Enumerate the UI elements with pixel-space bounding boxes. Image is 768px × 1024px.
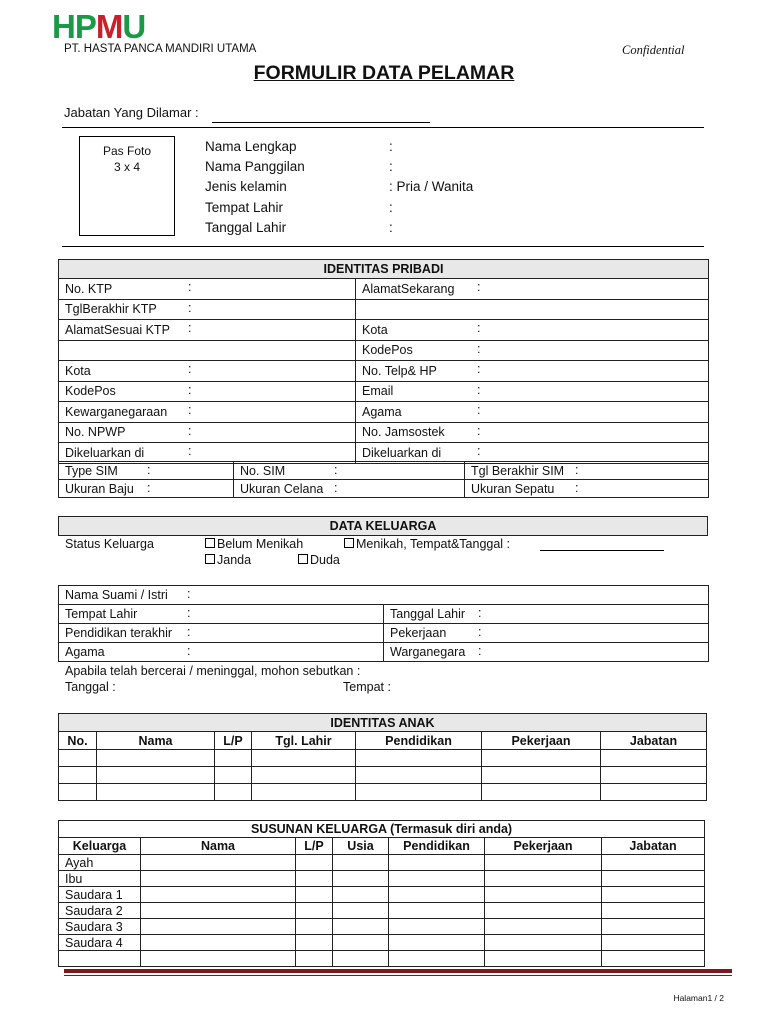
column-header: Jabatan [602, 838, 705, 855]
field-label: Email [362, 384, 394, 399]
jabatan-label: Jabatan Yang Dilamar : [64, 105, 199, 120]
table-cell[interactable] [602, 871, 705, 887]
jabatan-field-line[interactable] [212, 122, 430, 123]
form-cell[interactable] [356, 361, 709, 382]
table-cell[interactable] [485, 855, 602, 871]
field-label: AlamatSekarang [362, 281, 455, 296]
form-cell[interactable] [356, 340, 709, 361]
spouse-row [59, 643, 709, 662]
table-cell[interactable] [141, 935, 296, 951]
column-header: L/P [215, 732, 252, 750]
divider [62, 246, 704, 247]
table-cell[interactable] [356, 767, 482, 784]
table-cell[interactable] [389, 951, 485, 967]
column-header: Pendidikan [356, 732, 482, 750]
form-cell[interactable] [384, 605, 709, 624]
form-cell[interactable] [465, 480, 709, 498]
table-cell[interactable] [296, 903, 333, 919]
field-label: Tgl Berakhir SIM [471, 463, 565, 478]
section-title-susunan: SUSUNAN KELUARGA (Termasuk diri anda) [59, 821, 705, 838]
form-cell[interactable] [356, 299, 709, 320]
column-header: No. [59, 732, 97, 750]
field-colon: : [575, 481, 579, 495]
checkbox-icon[interactable] [205, 538, 215, 548]
row-label: Ayah [59, 855, 141, 871]
table-cell[interactable] [485, 935, 602, 951]
table-cell[interactable] [389, 855, 485, 871]
sim-row [59, 462, 709, 480]
table-cell[interactable] [333, 871, 389, 887]
column-header: Nama [97, 732, 215, 750]
personal-label: Tempat Lahir [205, 200, 284, 215]
form-cell[interactable] [234, 480, 465, 498]
table-cell[interactable] [296, 871, 333, 887]
field-colon: : [188, 403, 192, 417]
table-cell[interactable] [333, 951, 389, 967]
checkbox-icon[interactable] [205, 554, 215, 564]
option-duda[interactable]: Duda [298, 553, 340, 567]
table-cell[interactable] [356, 750, 482, 767]
form-cell[interactable] [59, 402, 356, 423]
column-header: L/P [296, 838, 333, 855]
field-label: Kewarganegaraan [65, 404, 168, 419]
field-colon: : [478, 644, 482, 658]
field-label: KodePos [362, 343, 413, 358]
table-cell[interactable] [141, 887, 296, 903]
cerai-tanggal-label: Tanggal : [65, 680, 116, 694]
table-cell[interactable] [389, 887, 485, 903]
field-label: Kota [362, 322, 388, 337]
cerai-tempat-label: Tempat : [343, 680, 391, 694]
field-colon: : [188, 321, 192, 335]
field-colon: : [187, 625, 191, 639]
row-label: Saudara 4 [59, 935, 141, 951]
identitas-row [59, 402, 709, 423]
table-cell[interactable] [602, 887, 705, 903]
section-title-identitas: IDENTITAS PRIBADI [59, 260, 709, 279]
field-label: AlamatSesuai KTP [65, 322, 170, 337]
form-cell[interactable] [356, 381, 709, 402]
table-cell[interactable] [389, 871, 485, 887]
column-header: Nama [141, 838, 296, 855]
table-cell[interactable] [215, 784, 252, 801]
table-cell[interactable] [333, 903, 389, 919]
option-belum-menikah[interactable]: Belum Menikah [205, 537, 303, 551]
table-cell[interactable] [296, 919, 333, 935]
form-cell[interactable] [356, 443, 709, 464]
field-colon: : [187, 606, 191, 620]
table-cell[interactable] [215, 750, 252, 767]
table-cell[interactable] [97, 750, 215, 767]
table-cell[interactable] [485, 903, 602, 919]
spouse-row [59, 586, 709, 605]
column-header: Keluarga [59, 838, 141, 855]
table-cell[interactable] [602, 919, 705, 935]
field-label: No. NPWP [65, 425, 126, 440]
checkbox-icon[interactable] [344, 538, 354, 548]
form-cell[interactable] [59, 320, 356, 341]
table-cell[interactable] [389, 919, 485, 935]
field-colon: : [188, 300, 192, 315]
field-colon: : [477, 444, 481, 458]
field-colon: : [334, 463, 338, 477]
field-label: Kota [65, 363, 91, 378]
form-cell[interactable] [59, 586, 709, 605]
table-cell[interactable] [296, 935, 333, 951]
table-cell[interactable] [485, 919, 602, 935]
field-colon: : [188, 362, 192, 376]
page-title: FORMULIR DATA PELAMAR [253, 62, 515, 84]
spouse-row [59, 605, 709, 624]
field-colon: : [477, 362, 481, 376]
status-keluarga-label: Status Keluarga [65, 537, 154, 551]
data-keluarga-header [58, 516, 708, 536]
sim-row [59, 480, 709, 498]
field-colon: : [575, 463, 579, 477]
table-cell[interactable] [141, 855, 296, 871]
identitas-row [59, 320, 709, 341]
photo-size: 3 x 4 [113, 160, 140, 174]
field-label: No. KTP [65, 281, 113, 296]
table-cell[interactable] [141, 919, 296, 935]
table-cell[interactable] [333, 855, 389, 871]
form-cell[interactable] [59, 462, 234, 480]
table-cell[interactable] [602, 855, 705, 871]
table-cell[interactable] [333, 887, 389, 903]
table-cell[interactable] [97, 784, 215, 801]
field-colon: : [477, 423, 481, 438]
option-menikah[interactable]: Menikah, Tempat&Tanggal : [344, 537, 510, 551]
field-colon: : [188, 280, 192, 294]
cerai-note: Apabila telah bercerai / meninggal, mohon sebutkan : [65, 664, 361, 678]
table-cell[interactable] [482, 784, 601, 801]
form-cell[interactable] [59, 279, 356, 300]
row-label: Saudara 2 [59, 903, 141, 919]
field-colon: : [147, 463, 151, 477]
field-label: No. Telp& HP [362, 363, 437, 378]
identitas-anak-table [58, 713, 707, 801]
column-header: Tgl. Lahir [252, 732, 356, 750]
table-cell[interactable] [252, 784, 356, 801]
table-cell[interactable] [141, 871, 296, 887]
field-colon: : [478, 625, 482, 639]
field-label: Ukuran Baju [65, 481, 134, 496]
field-label: Nama Suami / Istri [65, 588, 168, 602]
form-cell[interactable] [59, 299, 356, 320]
spouse-table [58, 585, 709, 662]
field-colon: : [147, 481, 151, 495]
table-cell[interactable] [482, 750, 601, 767]
field-colon: : [188, 444, 192, 458]
column-header: Pekerjaan [482, 732, 601, 750]
table-cell[interactable] [215, 767, 252, 784]
field-label: Ukuran Sepatu [471, 481, 555, 496]
table-cell[interactable] [296, 855, 333, 871]
table-row [59, 855, 705, 871]
row-label: Saudara 3 [59, 919, 141, 935]
field-colon: : [188, 382, 192, 397]
table-cell[interactable] [333, 935, 389, 951]
table-cell[interactable] [601, 767, 707, 784]
table-cell[interactable] [59, 951, 141, 967]
page-number: Halaman1 / 2 [673, 993, 724, 1003]
field-colon: : [477, 403, 481, 417]
form-cell[interactable] [356, 422, 709, 443]
identitas-row [59, 299, 709, 320]
personal-label: Tanggal Lahir [205, 220, 287, 235]
identitas-row [59, 340, 709, 361]
company-name: PT. HASTA PANCA MANDIRI UTAMA [64, 43, 257, 55]
field-colon: : [477, 382, 481, 397]
field-colon: : [477, 321, 481, 335]
photo-box[interactable] [79, 136, 175, 236]
table-row [59, 750, 707, 767]
table-cell[interactable] [59, 750, 97, 767]
spouse-row [59, 624, 709, 643]
checkbox-icon[interactable] [298, 554, 308, 564]
personal-value[interactable]: : [389, 159, 393, 174]
susunan-header-row [59, 838, 705, 855]
field-label: TglBerakhir KTP [65, 302, 157, 317]
company-logo: HPMU [52, 8, 146, 45]
form-cell[interactable] [59, 480, 234, 498]
field-label: Agama [65, 645, 105, 659]
personal-value[interactable]: : [389, 139, 393, 154]
field-label: No. SIM [240, 463, 286, 478]
row-label: Saudara 1 [59, 887, 141, 903]
table-cell[interactable] [602, 903, 705, 919]
table-cell[interactable] [141, 903, 296, 919]
susunan-keluarga-table [58, 820, 705, 967]
table-row [59, 919, 705, 935]
form-cell[interactable] [356, 279, 709, 300]
identitas-row [59, 361, 709, 382]
photo-label: Pas Foto [102, 144, 152, 158]
field-label: Warganegara [390, 645, 466, 659]
form-cell[interactable] [234, 462, 465, 480]
field-colon: : [477, 280, 481, 294]
footer-bar-thin [64, 975, 732, 976]
table-row [59, 767, 707, 784]
personal-value[interactable]: : [389, 200, 393, 215]
table-cell[interactable] [485, 871, 602, 887]
row-label: Ibu [59, 871, 141, 887]
field-label: Tempat Lahir [65, 607, 138, 621]
table-cell[interactable] [602, 951, 705, 967]
field-label: KodePos [65, 384, 116, 399]
menikah-field-line[interactable] [540, 550, 664, 551]
table-cell[interactable] [389, 903, 485, 919]
form-cell[interactable] [59, 643, 384, 662]
table-cell[interactable] [485, 887, 602, 903]
table-cell[interactable] [482, 767, 601, 784]
personal-value[interactable]: : Pria / Wanita [389, 179, 474, 194]
identitas-row [59, 443, 709, 464]
form-cell[interactable] [356, 402, 709, 423]
section-title-keluarga: DATA KELUARGA [59, 517, 708, 536]
table-row [59, 871, 705, 887]
table-cell[interactable] [601, 784, 707, 801]
table-cell[interactable] [296, 951, 333, 967]
form-cell[interactable] [384, 643, 709, 662]
confidential-label: Confidential [622, 43, 685, 57]
table-cell[interactable] [389, 935, 485, 951]
anak-header-row [59, 732, 707, 750]
table-cell[interactable] [97, 767, 215, 784]
table-cell[interactable] [485, 951, 602, 967]
field-label: Agama [362, 404, 402, 419]
column-header: Jabatan [601, 732, 707, 750]
table-cell[interactable] [356, 784, 482, 801]
column-header: Usia [333, 838, 389, 855]
form-cell[interactable] [59, 605, 384, 624]
table-row [59, 903, 705, 919]
form-cell[interactable] [59, 443, 356, 464]
table-cell[interactable] [59, 784, 97, 801]
identitas-row [59, 381, 709, 402]
field-label: Tanggal Lahir [390, 607, 466, 621]
field-label: Dikeluarkan di [65, 445, 145, 460]
footer-bar [64, 969, 732, 973]
field-colon: : [334, 481, 338, 495]
field-colon: : [187, 587, 191, 601]
form-cell[interactable] [59, 340, 356, 361]
personal-label: Nama Panggilan [205, 159, 305, 174]
table-row [59, 887, 705, 903]
table-cell[interactable] [296, 887, 333, 903]
form-cell[interactable] [59, 422, 356, 443]
table-cell[interactable] [59, 767, 97, 784]
form-cell[interactable] [59, 361, 356, 382]
personal-label: Nama Lengkap [205, 139, 297, 154]
field-label: No. Jamsostek [362, 425, 445, 440]
table-cell[interactable] [141, 951, 296, 967]
personal-value[interactable]: : [389, 220, 393, 235]
field-colon: : [187, 644, 191, 658]
section-title-anak: IDENTITAS ANAK [59, 714, 707, 732]
identitas-sim-table [58, 461, 709, 498]
identitas-row [59, 279, 709, 300]
field-label: Ukuran Celana [240, 481, 324, 496]
field-colon: : [188, 423, 192, 438]
field-colon: : [477, 341, 481, 356]
form-cell[interactable] [59, 624, 384, 643]
personal-label: Jenis kelamin [205, 179, 287, 194]
column-header: Pendidikan [389, 838, 485, 855]
form-cell[interactable] [384, 624, 709, 643]
identitas-pribadi-table [58, 259, 709, 464]
divider [62, 127, 704, 128]
form-cell[interactable] [356, 320, 709, 341]
table-cell[interactable] [252, 750, 356, 767]
column-header: Pekerjaan [485, 838, 602, 855]
identitas-row [59, 422, 709, 443]
table-row [59, 935, 705, 951]
field-colon: : [478, 606, 482, 620]
field-label: Dikeluarkan di [362, 445, 442, 460]
field-label: Pekerjaan [390, 626, 447, 640]
table-cell[interactable] [252, 767, 356, 784]
option-janda[interactable]: Janda [205, 553, 251, 567]
form-cell[interactable] [59, 381, 356, 402]
table-row [59, 784, 707, 801]
field-label: Pendidikan terakhir [65, 626, 173, 640]
field-label: Type SIM [65, 463, 118, 478]
table-row [59, 951, 705, 967]
table-cell[interactable] [601, 750, 707, 767]
table-cell[interactable] [602, 935, 705, 951]
table-cell[interactable] [333, 919, 389, 935]
form-cell[interactable] [465, 462, 709, 480]
